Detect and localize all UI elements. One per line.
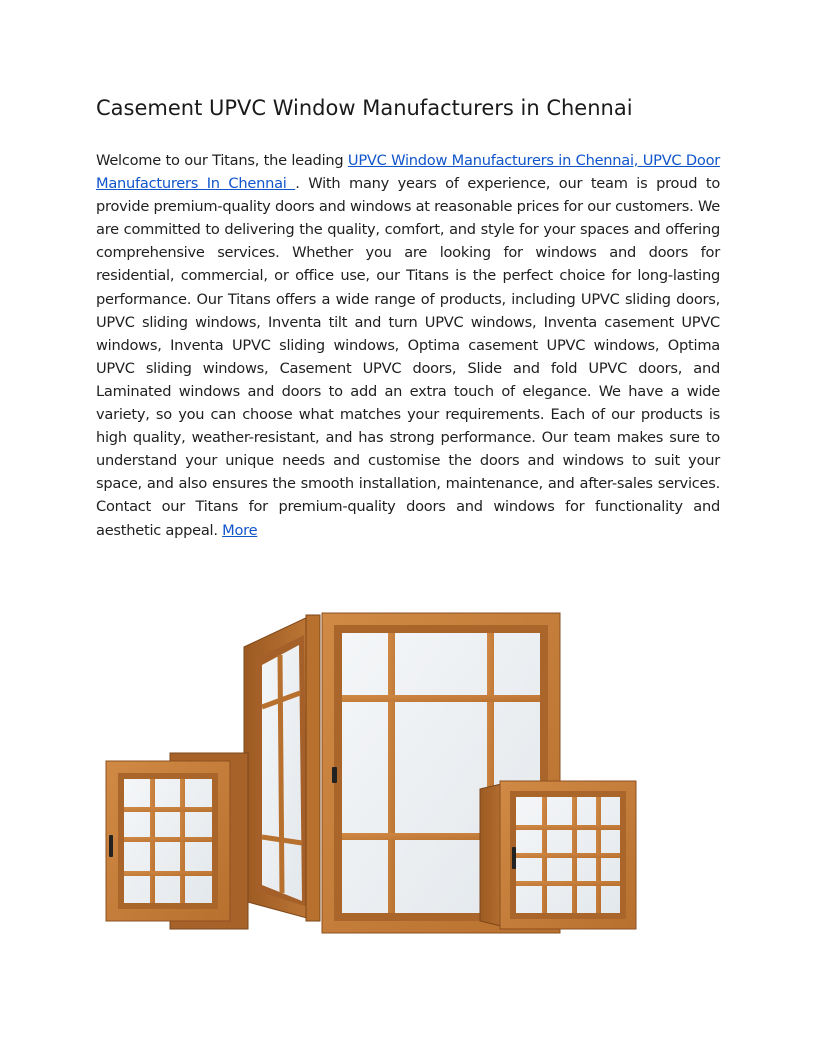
page-title: Casement UPVC Window Manufacturers in Chennai xyxy=(96,96,633,120)
small-left-window xyxy=(106,753,248,929)
body-paragraph xyxy=(96,149,720,542)
casement-windows-image xyxy=(96,585,656,940)
small-right-window xyxy=(480,781,636,929)
manufacturers-link[interactable]: UPVC Window Manufacturers in Chennai, UPVC Door Manufacturers In Chennai xyxy=(96,152,720,193)
more-link[interactable]: More xyxy=(222,521,258,539)
tall-open-sash xyxy=(244,615,320,921)
intro-text: Welcome to our Titans, the leading xyxy=(96,152,348,169)
body-text: . With many years of experience, our team is proud to provide premium-quality doors and windows at reasonable prices for our customers. We are committed to delivering the quality, comfort, and style for your spaces and offering comprehensive services. Whether you are looking for windows and doors for residential, commercial, or office use, our Titans is the perfect choice for long-lasting performance. Our Titans offers a wide range of products, including UPVC sliding doors, UPVC sliding windows, Inventa tilt and turn UPVC windows, Inventa casement UPVC windows, Inventa UPVC sliding windows, Optima casement UPVC windows, Optima UPVC sliding windows, Casement UPVC doors, Slide and fold UPVC doors, and Laminated windows and doors to add an extra touch of elegance. We have a wide variety, so you can choose what matches your requirements. Each of our products is high quality, weather-resistant, and has strong performance. Our team makes sure to understand your unique needs and customise the doors and windows to suit your space, and also ensures the smooth installation, maintenance, and after-sales services. Contact our Titans for premium-quality doors and windows for functionality and aesthetic appeal. xyxy=(96,175,720,539)
